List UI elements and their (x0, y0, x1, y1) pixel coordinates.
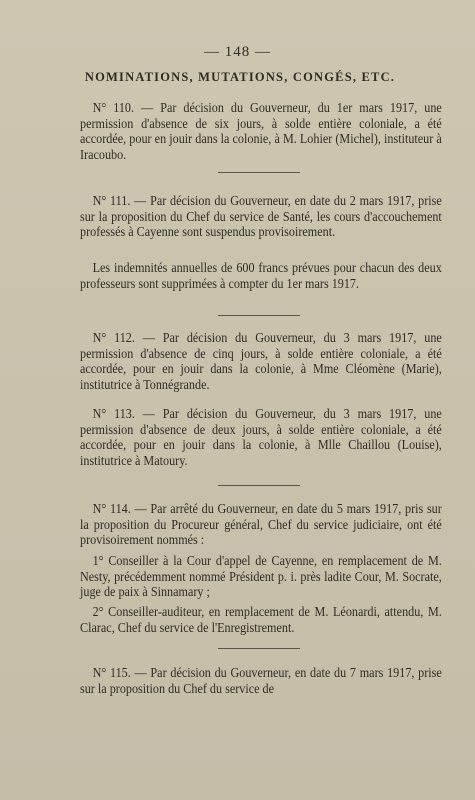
decree-114-item-2: 2° Conseiller-auditeur, en remplacement de M. Léonardi, attendu, M. Clarac, Chef du service de l'Enregistrement. (80, 604, 442, 635)
decision-110: N° 110. — Par décision du Gouverneur, du 1er mars 1917, une permission d'absence de six jours, à solde entière coloniale, a été accordée, pour en jouir dans la colonie, à M. Lohier (Michel), instituteur à Iracoubo. (80, 100, 442, 162)
decree-114: N° 114. — Par arrêté du Gouverneur, en date du 5 mars 1917, pris sur la proposition du Procureur général, Chef du service judiciaire, ont été provisoirement nommés : (80, 501, 442, 547)
page-number: — 148 — (204, 44, 271, 60)
section-heading: NOMINATIONS, MUTATIONS, CONGÉS, ETC. (84, 70, 396, 84)
decree-114-item-1: 1° Conseiller à la Cour d'appel de Cayenne, en remplacement de M. Nesty, précédemment nommé Président p. i. près ladite Cour, M. Socrate, juge de paix à Sinnamary ; (80, 553, 442, 599)
decision-111-indemnities: Les indemnités annuelles de 600 francs prévues pour chacun des deux professeurs sont supprimées à compter du 1er mars 1917. (80, 260, 442, 291)
divider (218, 648, 300, 649)
divider (218, 315, 300, 316)
decision-111: N° 111. — Par décision du Gouverneur, en date du 2 mars 1917, prise sur la proposition du Chef du service de Santé, les cours d'accouchement professés à Cayenne sont suspendus provisoirement. (80, 193, 442, 239)
divider (218, 485, 300, 486)
decision-113: N° 113. — Par décision du Gouverneur, du 3 mars 1917, une permission d'absence de deux jours, à solde entière coloniale, a été accordée, pour en jouir dans la colonie, à Mlle Chaillou (Louise), institutrice à Matoury. (80, 406, 442, 468)
decision-112: N° 112. — Par décision du Gouverneur, du 3 mars 1917, une permission d'absence de cinq jours, à solde entière coloniale, a été accordée, pour en jouir dans la colonie, à Mme Cléomène (Marie), institutrice à Tonnégrande. (80, 330, 442, 392)
decision-115: N° 115. — Par décision du Gouverneur, en date du 7 mars 1917, prise sur la proposition du Chef du service de (80, 665, 442, 696)
divider (218, 172, 300, 173)
